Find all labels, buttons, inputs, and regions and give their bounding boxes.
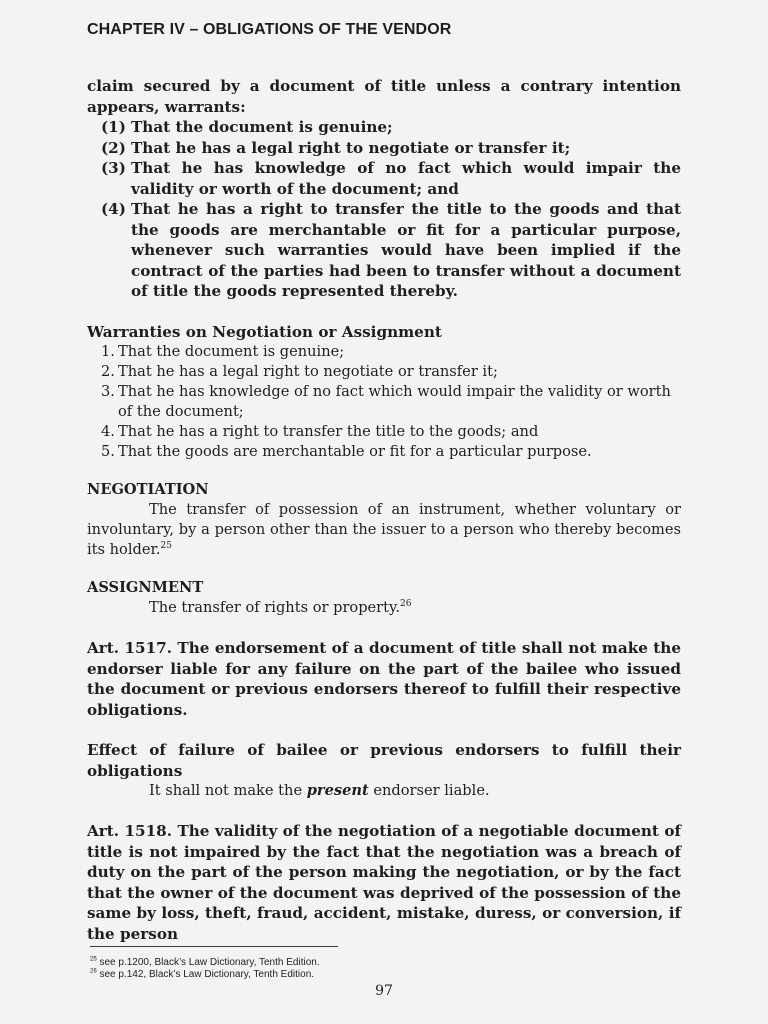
footnote-text: see p.142, Black’s Law Dictionary, Tenth Edition. [96,969,315,980]
warrant-list [87,117,681,302]
list-text: That the document is genuine; [118,343,345,360]
footnote-ref: 25 [160,541,172,552]
list-number: 4. [101,423,115,440]
list-item [101,422,681,442]
warranties-heading: Warranties on Negotiation or Assignment [87,322,442,341]
list-text: That he has a legal right to negotiate or transfer it; [118,363,498,380]
effect-heading: Effect of failure of bailee or previous endorsers to fulfill their obligations [87,741,681,780]
effect-text-part: It shall not make the [149,782,307,799]
list-item [101,342,681,362]
definition-text: The transfer of rights or property. [149,599,400,616]
negotiation-heading: NEGOTIATION [87,481,209,498]
list-text: That the goods are merchantable or fit for a particular purpose. [118,443,592,460]
intro-paragraph: claim secured by a document of title unless a contrary intention appears, warrants: [87,77,681,116]
footnote-number: 26 [90,968,97,975]
list-item [101,382,681,422]
warrant-item [101,199,681,302]
list-text: That he has a right to transfer the title to the goods and that the goods are merchantable or fit for a particular purpose, whenever such warranties would have been implied if the contract of the parties had been to transfer without a document of title the goods represented thereby. [131,200,681,300]
footnote [90,969,320,981]
definition-text: The transfer of possession of an instrument, whether voluntary or involuntary, by a person other than the issuer to a person who thereby becomes its holder. [87,501,681,558]
page-number: 97 [375,983,393,999]
page-body [87,76,681,944]
list-text: That he has knowledge of no fact which would impair the validity or worth of the document; [118,383,671,420]
assignment-definition [87,598,681,618]
list-item [101,442,681,462]
list-number: (4) [101,200,126,218]
list-number: 5. [101,443,115,460]
list-item [101,362,681,382]
emphasis-present: present [306,782,369,799]
warrant-item [101,117,681,138]
footnote [90,957,320,969]
effect-text-part: endorser liable. [368,782,490,799]
warranties-list [87,342,681,462]
article-1517: Art. 1517. The endorsement of a document of title shall not make the endorser liable for any failure on the part of the bailee who issued the document or previous endorsers thereof to fulfill their respective obligations. [87,639,681,719]
footnote-text: see p.1200, Black’s Law Dictionary, Tenth Edition. [96,957,320,968]
list-text: That the document is genuine; [131,118,393,136]
list-text: That he has knowledge of no fact which would impair the validity or worth of the document; and [131,159,681,198]
negotiation-definition [87,500,681,560]
list-text: That he has a right to transfer the title to the goods; and [118,423,539,440]
assignment-heading: ASSIGNMENT [87,579,204,596]
article-1518: Art. 1518. The validity of the negotiation of a negotiable document of title is not impaired by the fact that the negotiation was a breach of duty on the part of the person making the negotiation, or by the fact that the owner of the document was deprived of the possession of the same by loss, theft, fraud, accident, mistake, duress, or conversion, if the person [87,822,681,943]
list-text: That he has a legal right to negotiate or transfer it; [131,138,571,157]
list-number: (3) [101,159,126,177]
footnote-ref: 26 [399,599,412,610]
footnote-rule [90,946,338,947]
chapter-title: CHAPTER IV – OBLIGATIONS OF THE VENDOR [87,21,452,38]
effect-text [87,781,681,801]
footnote-number: 25 [90,956,97,963]
warrant-item [101,138,681,159]
list-number: 3. [101,383,115,400]
warrant-item [101,158,681,199]
footnotes [90,957,320,981]
list-number: 1. [101,343,115,360]
list-number: (1) [101,118,126,136]
list-number: (2) [101,138,126,157]
list-number: 2. [101,363,115,380]
